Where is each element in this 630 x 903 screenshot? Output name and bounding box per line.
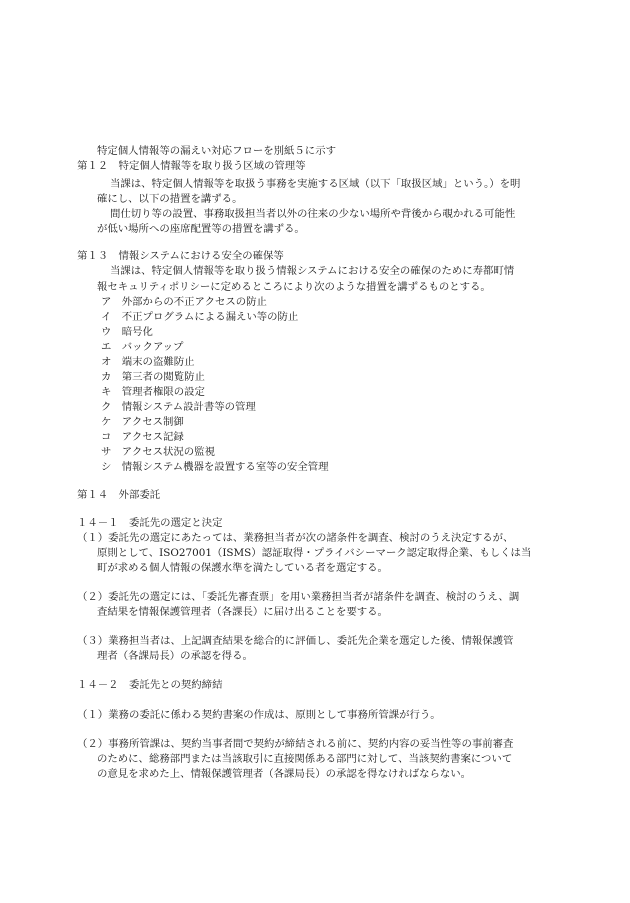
section-12-heading: 第１２ 特定個人情報等を取り扱う区域の管理等	[77, 160, 306, 172]
list-item: カ 第三者の閲覧防止	[101, 371, 205, 383]
clause-14-1-1-line-3: 町が求める個人情報の保護水準を満たしている者を選定する。	[97, 562, 388, 574]
clause-14-1-3-line-2: 理者（各課局長）の承認を得る。	[97, 650, 253, 662]
list-item: ケ アクセス制御	[101, 416, 184, 428]
clause-14-1-3-line-1: （３）業務担当者は、上記調査結果を総合的に評価し、委託先企業を選定した後、情報保護管	[77, 635, 514, 647]
list-item: ク 情報システム設計書等の管理	[101, 401, 256, 413]
section-12-paragraph-1-line-2: 確にし、以下の措置を講ずる。	[97, 193, 243, 205]
clause-14-2-1-line-1: （１）業務の委託に係わる契約書案の作成は、原則として事務所管課が行う。	[77, 709, 441, 721]
clause-14-2-2-line-1: （２）事務所管課は、契約当事者間で契約が締結される前に、契約内容の妥当性等の事前審査	[77, 738, 514, 750]
clause-14-1-1-line-2: 原則として、ISO27001（ISMS）認証取得・プライバシーマーク認定取得企業、もしくは当	[97, 547, 532, 559]
clause-14-2-2-line-3: の意見を求めた上、情報保護管理者（各課局長）の承認を得なければならない。	[97, 768, 472, 780]
list-item: ア 外部からの不正アクセスの防止	[101, 296, 267, 308]
list-item: シ 情報システム機器を設置する室等の安全管理	[101, 461, 329, 473]
section-14-heading: 第１４ 外部委託	[77, 489, 161, 501]
clause-14-1-1-line-1: （１）委託先の選定にあたっては、業務担当者が次の諸条件を調査、検討のうえ決定するが、	[77, 532, 514, 544]
section-12-paragraph-2-line-1: 間仕切り等の設置、事務取扱担当者以外の往来の少ない場所や背後から覗かれる可能性	[110, 208, 516, 220]
section-13-heading: 第１３ 情報システムにおける安全の確保等	[77, 250, 284, 262]
subsection-14-1-heading: １４－１ 委託先の選定と決定	[77, 517, 223, 529]
clause-14-2-2-line-2: のために、総務部門または当該取引に直接関係ある部門に対して、当該契約書案について	[97, 753, 513, 765]
flow-note: 特定個人情報等の漏えい対応フローを別紙５に示す	[97, 145, 336, 157]
list-item: サ アクセス状況の監視	[101, 446, 215, 458]
list-item: イ 不正プログラムによる漏えい等の防止	[101, 311, 299, 323]
section-13-paragraph-line-2: 報セキュリティポリシーに定めるところにより次のような措置を講ずるものとする。	[97, 281, 491, 293]
subsection-14-2-heading: １４－２ 委託先との契約締結	[77, 679, 223, 691]
section-13-paragraph-line-1: 当課は、特定個人情報等を取り扱う情報システムにおける安全の確保のために寿都町情	[110, 265, 515, 277]
section-12-paragraph-1-line-1: 当課は、特定個人情報等を取扱う事務を実施する区域（以下「取扱区域」という。）を明	[110, 178, 521, 190]
list-item: オ 端末の盗難防止	[101, 356, 195, 368]
section-12-paragraph-2-line-2: が低い場所への座席配置等の措置を講ずる。	[97, 223, 305, 235]
list-item: コ アクセス記録	[101, 431, 184, 443]
list-item: キ 管理者権限の設定	[101, 386, 205, 398]
list-item: エ バックアップ	[101, 341, 184, 353]
clause-14-1-2-line-2: 査結果を情報保護管理者（各課長）に届け出ることを要する。	[97, 606, 388, 618]
clause-14-1-2-line-1: （２）委託先の選定には、「委託先審査票」を用い業務担当者が諸条件を調査、検討のうえ、調	[77, 591, 520, 603]
list-item: ウ 暗号化	[101, 326, 153, 338]
